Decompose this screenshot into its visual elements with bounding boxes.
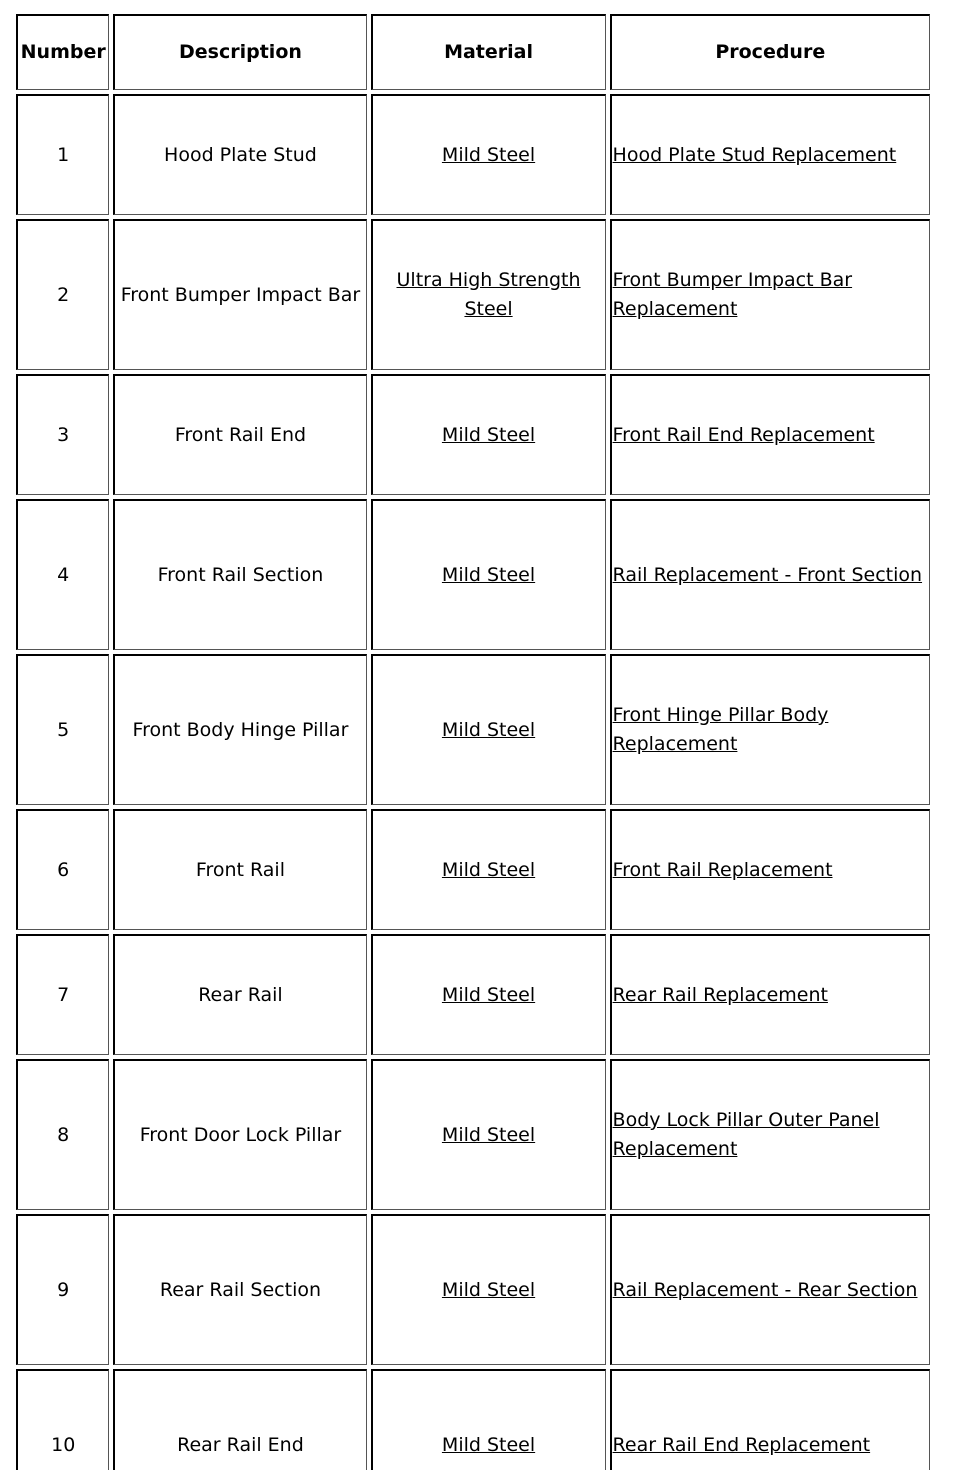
material-link[interactable]: Mild Steel (441, 1123, 536, 1146)
material-link[interactable]: Mild Steel (441, 718, 536, 741)
cell-procedure (610, 1369, 930, 1470)
table-row (16, 1214, 930, 1365)
procedure-link[interactable]: Rear Rail End Replacement (612, 1433, 871, 1456)
material-link[interactable]: Mild Steel (441, 858, 536, 881)
cell-procedure (610, 654, 930, 805)
cell-number: 10 (16, 1369, 109, 1470)
procedure-link[interactable]: Rear Rail Replacement (612, 983, 828, 1006)
material-link[interactable]: Mild Steel (441, 563, 536, 586)
header-procedure: Procedure (610, 14, 930, 90)
header-material: Material (371, 14, 606, 90)
cell-number: 3 (16, 374, 109, 495)
cell-procedure (610, 934, 930, 1055)
table-row (16, 809, 930, 930)
table-row (16, 654, 930, 805)
cell-procedure (610, 94, 930, 215)
cell-procedure (610, 374, 930, 495)
cell-material (371, 1214, 606, 1365)
cell-material (371, 374, 606, 495)
cell-number: 4 (16, 499, 109, 650)
cell-description: Hood Plate Stud (113, 94, 366, 215)
cell-procedure (610, 1059, 930, 1210)
table-row (16, 1369, 930, 1470)
table-row (16, 499, 930, 650)
procedure-link[interactable]: Front Rail Replacement (612, 858, 833, 881)
procedure-link[interactable]: Front Rail End Replacement (612, 423, 875, 446)
header-description: Description (113, 14, 366, 90)
table-row (16, 374, 930, 495)
cell-number: 1 (16, 94, 109, 215)
table-row (16, 219, 930, 370)
parts-table-container (12, 10, 934, 1470)
cell-description: Rear Rail End (113, 1369, 366, 1470)
cell-material (371, 499, 606, 650)
procedure-link[interactable]: Rail Replacement - Rear Section (612, 1278, 918, 1301)
procedure-link[interactable]: Rail Replacement - Front Section (612, 563, 923, 586)
cell-procedure (610, 809, 930, 930)
cell-description: Front Rail (113, 809, 366, 930)
table-row (16, 934, 930, 1055)
cell-number: 8 (16, 1059, 109, 1210)
material-link[interactable]: Mild Steel (441, 1433, 536, 1456)
cell-procedure (610, 499, 930, 650)
cell-description: Front Rail Section (113, 499, 366, 650)
cell-material (371, 219, 606, 370)
cell-procedure (610, 1214, 930, 1365)
cell-description: Front Door Lock Pillar (113, 1059, 366, 1210)
cell-procedure (610, 219, 930, 370)
cell-material (371, 1369, 606, 1470)
cell-number: 5 (16, 654, 109, 805)
cell-description: Front Rail End (113, 374, 366, 495)
cell-description: Rear Rail Section (113, 1214, 366, 1365)
cell-number: 9 (16, 1214, 109, 1365)
procedure-link[interactable]: Body Lock Pillar Outer Panel Replacement (612, 1109, 880, 1160)
cell-material (371, 654, 606, 805)
procedure-link[interactable]: Front Hinge Pillar Body Replacement (612, 704, 829, 755)
cell-material (371, 1059, 606, 1210)
material-link[interactable]: Ultra High Strength Steel (396, 269, 581, 320)
cell-number: 7 (16, 934, 109, 1055)
cell-description: Rear Rail (113, 934, 366, 1055)
procedure-link[interactable]: Hood Plate Stud Replacement (612, 143, 897, 166)
cell-number: 6 (16, 809, 109, 930)
table-header-row (16, 14, 930, 90)
cell-material (371, 934, 606, 1055)
header-number: Number (16, 14, 109, 90)
material-link[interactable]: Mild Steel (441, 423, 536, 446)
material-link[interactable]: Mild Steel (441, 983, 536, 1006)
cell-material (371, 94, 606, 215)
table-row (16, 1059, 930, 1210)
table-row (16, 94, 930, 215)
parts-table (12, 10, 934, 1470)
procedure-link[interactable]: Front Bumper Impact Bar Replacement (612, 269, 853, 320)
cell-description: Front Body Hinge Pillar (113, 654, 366, 805)
cell-number: 2 (16, 219, 109, 370)
cell-material (371, 809, 606, 930)
material-link[interactable]: Mild Steel (441, 143, 536, 166)
cell-description: Front Bumper Impact Bar (113, 219, 366, 370)
material-link[interactable]: Mild Steel (441, 1278, 536, 1301)
